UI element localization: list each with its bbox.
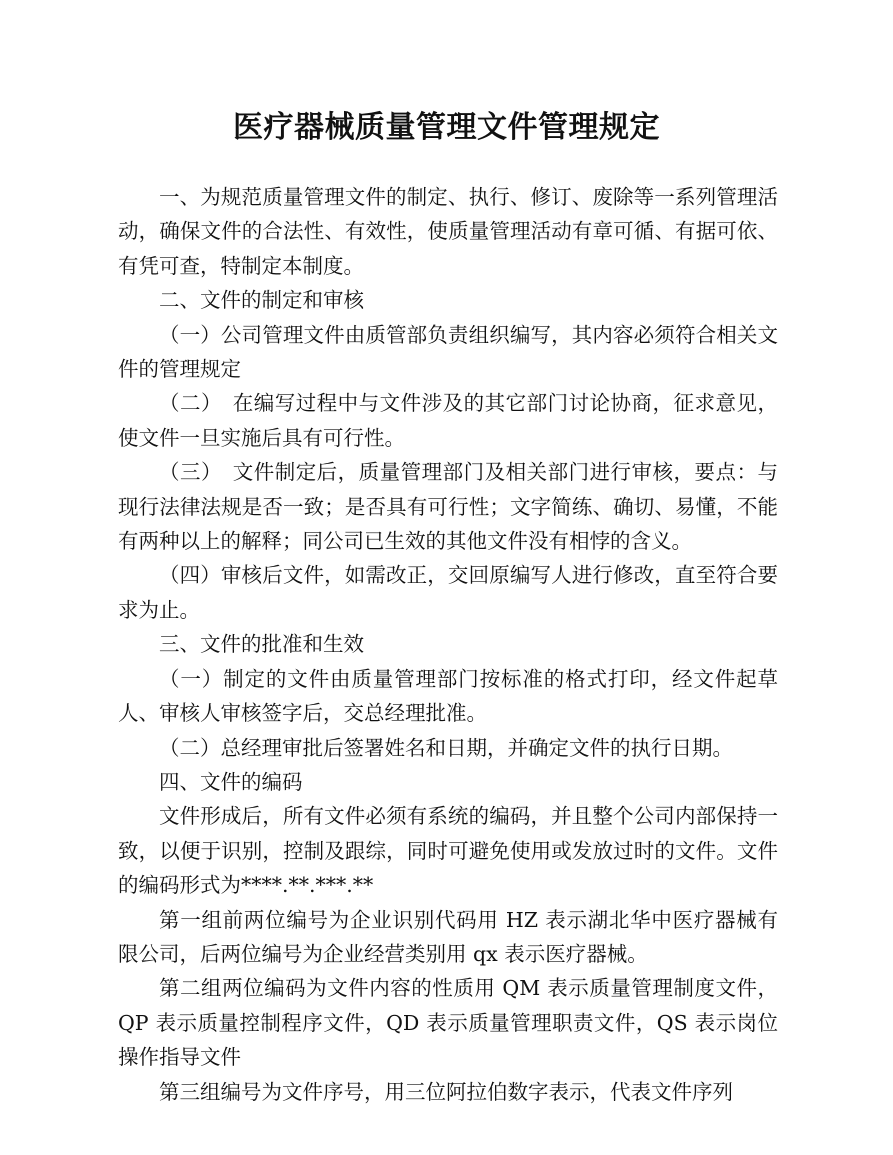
page-title: 医疗器械质量管理文件管理规定 <box>233 110 660 145</box>
paragraph-2-2: （二） 在编写过程中与文件涉及的其它部门讨论协商，征求意见，使文件一旦实施后具有可行性。 <box>118 391 778 450</box>
paragraph-2-3: （三） 文件制定后，质量管理部门及相关部门进行审核，要点：与现行法律法规是否一致；是否具有可行性；文字简练、确切、易懂，不能有两种以上的解释；同公司已生效的其他文件没有相悖的含义。 <box>118 460 778 554</box>
document-body <box>118 180 778 1109</box>
paragraph-3-2: （二）总经理审批后签署姓名和日期，并确定文件的执行日期。 <box>159 735 733 760</box>
paragraph-1: 一、为规范质量管理文件的制定、执行、修订、废除等一系列管理活动，确保文件的合法性、有效性，使质量管理活动有章可循、有据可依、有凭可查，特制定本制度。 <box>118 185 778 278</box>
paragraph-2-4: （四）审核后文件，如需改正，交回原编写人进行修改，直至符合要求为止。 <box>118 563 778 622</box>
paragraph-4-3: 第二组两位编码为文件内容的性质用 QM 表示质量管理制度文件，QP 表示质量控制程序文件，QD 表示质量管理职责文件，QS 表示岗位操作指导文件 <box>118 976 778 1070</box>
section-heading-4: 四、文件的编码 <box>159 769 303 794</box>
paragraph-4-4: 第三组编号为文件序号，用三位阿拉伯数字表示，代表文件序列 <box>159 1079 733 1104</box>
section-heading-2: 二、文件的制定和审核 <box>159 288 364 313</box>
paragraph-4-2: 第一组前两位编号为企业识别代码用 HZ 表示湖北华中医疗器械有限公司，后两位编号为企业经营类别用 qx 表示医疗器械。 <box>118 907 778 966</box>
section-heading-3: 三、文件的批准和生效 <box>159 632 364 657</box>
paragraph-4-1: 文件形成后，所有文件必须有系统的编码，并且整个公司内部保持一致，以便于识别，控制及跟综，同时可避免使用或发放过时的文件。文件的编码形式为****.**.***.** <box>118 804 778 898</box>
paragraph-3-1: （一）制定的文件由质量管理部门按标准的格式打印，经文件起草人、审核人审核签字后，交总经理批准。 <box>118 666 778 726</box>
paragraph-2-1: （一）公司管理文件由质管部负责组织编写，其内容必须符合相关文件的管理规定 <box>118 322 778 382</box>
